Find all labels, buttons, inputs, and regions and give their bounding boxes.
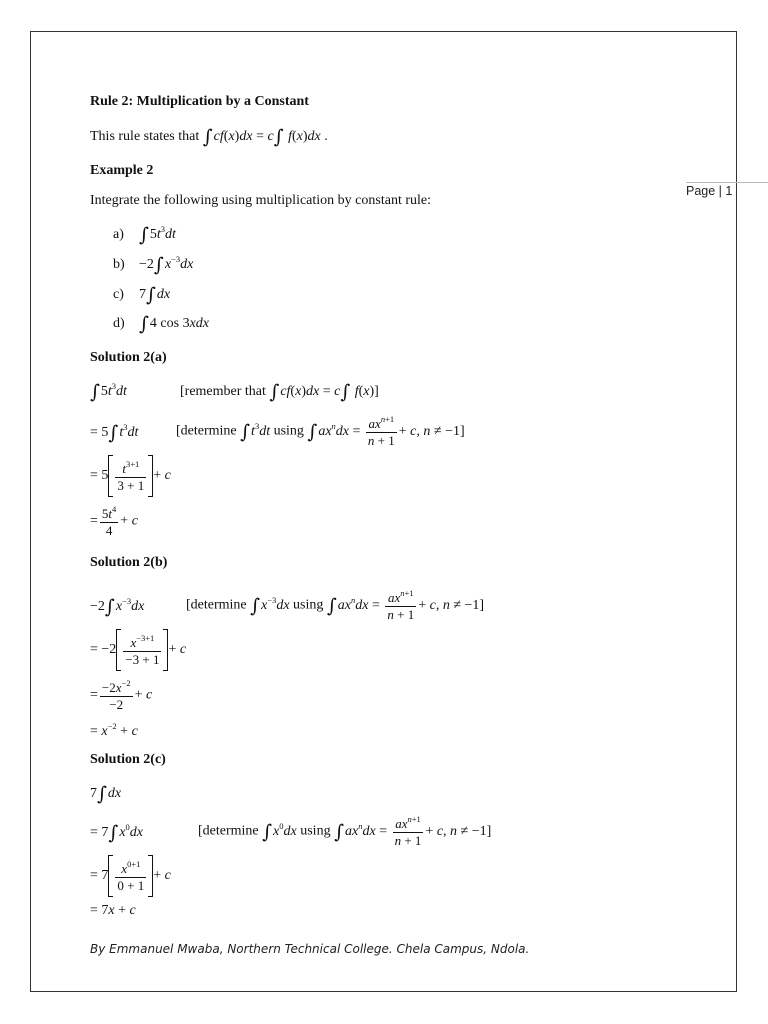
solution-a-remember: [remember that ∫cf(x)dx = c∫ f(x)] — [180, 381, 379, 403]
remember-text: [remember that — [180, 384, 266, 399]
solution-b-line2: = −2 $\frac{x^{-3+1}}{-3 + 1}$ + c — [90, 629, 186, 671]
solution-b-title: Solution 2(b) — [90, 555, 168, 570]
using-text-a: using — [273, 423, 304, 439]
rule-title: Rule 2: Multiplication by a Constant — [90, 94, 309, 109]
solution-c-line4: = 7x + c — [90, 903, 136, 918]
solution-a-line3: = 5 $\frac{t^{3+1}}{3 + 1}$ + c — [90, 455, 171, 497]
solution-a-line4: = $\frac{5t^4}{4}$ + c — [90, 504, 138, 538]
item-label-b: b) — [113, 257, 125, 272]
item-a: a) $\int 5t^3dt$ — [113, 224, 176, 246]
solution-c-title: Solution 2(c) — [90, 752, 166, 767]
item-label-a: a) — [113, 227, 124, 242]
determine-text-c: [determine — [198, 823, 259, 839]
item-label-c: c) — [113, 287, 124, 302]
solution-c-line2: = $7\int x^0dx$ — [90, 822, 143, 844]
solution-b-line4: = $x^{-2} + c$ — [90, 721, 138, 739]
item-d: d) ∫4 cos 3xdx — [113, 313, 210, 335]
solution-b-line1: $-2\int x^{-3}dx$ — [90, 596, 145, 618]
item-b: $b) -2\int x^{-3}dx$ — [113, 254, 194, 276]
page-number-rule — [686, 182, 768, 183]
solution-b-line3: = $\frac{-2x^{-2}}{-2}$ + c — [90, 678, 153, 712]
solution-a-determine: [determine $\int t^3dt$ using $\int ax^ndx$ = $\frac{ax^{n+1}}{n + 1}$ + c, n ≠ −1] — [176, 414, 465, 448]
determine-text-b: [determine — [186, 597, 247, 613]
solution-a-title: Solution 2(a) — [90, 350, 167, 365]
item-label-d: d) — [113, 316, 125, 331]
example-instruction: Integrate the following using multiplication by constant rule: — [90, 193, 431, 208]
solution-c-line1: 7∫dx — [90, 783, 122, 805]
using-text-b: using — [293, 597, 324, 613]
rule-formula: ∫cf(x)dx = c∫ f(x)dx . — [202, 126, 328, 148]
solution-c-line3: = 7 $\frac{x^{0+1}}{0 + 1}$ + c — [90, 855, 171, 897]
solution-b-determine: [determine $\int x^{-3}dx$ using $\int ax^ndx$ = $\frac{ax^{n+1}}{n + 1}$ + c, n ≠ −1] — [186, 588, 485, 622]
page-number: Page | 1 — [686, 184, 733, 198]
determine-text-a: [determine — [176, 423, 237, 439]
solution-c-determine: [determine $\int x^0dx$ using $\int ax^ndx$ = $\frac{ax^{n+1}}{n + 1}$ + c, n ≠ −1] — [198, 814, 492, 848]
item-c: c) 7∫dx — [113, 284, 171, 306]
solution-a-line1: $\int 5t^3dt$ — [90, 381, 127, 403]
example-title: Example 2 — [90, 163, 154, 178]
rule-statement — [90, 126, 328, 148]
solution-a-line2: = $5\int t^3dt$ — [90, 422, 139, 444]
using-text-c: using — [300, 823, 331, 839]
footer-credit: By Emmanuel Mwaba, Northern Technical College. Chela Campus, Ndola. — [90, 942, 530, 956]
rule-statement-prefix: This rule states that — [90, 129, 200, 144]
